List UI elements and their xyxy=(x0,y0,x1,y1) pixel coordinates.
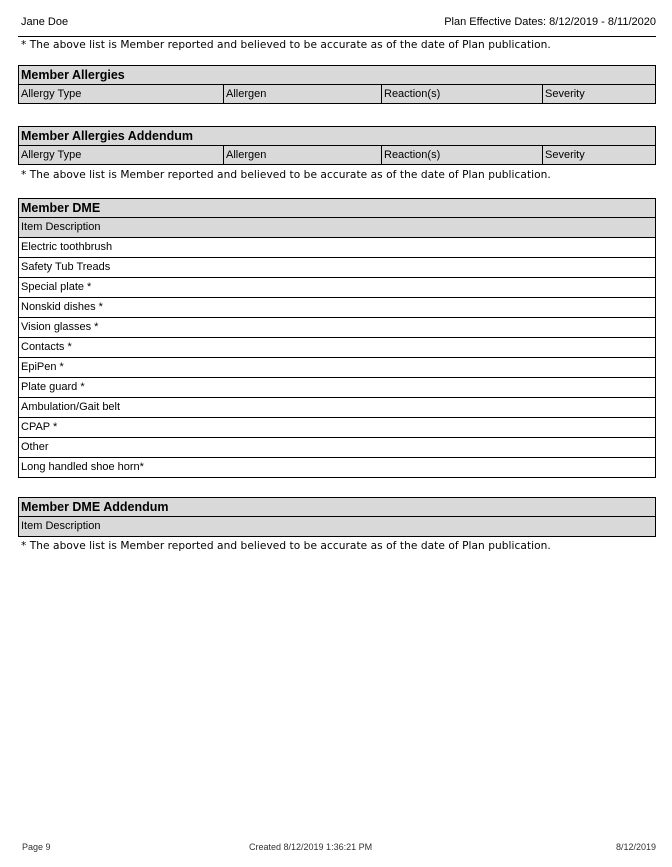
column-header: Allergen xyxy=(224,85,382,103)
page-number: Page 9 xyxy=(22,842,51,852)
table-row: Contacts * xyxy=(19,338,655,358)
table-row: Safety Tub Treads xyxy=(19,258,655,278)
table-row: CPAP * xyxy=(19,418,655,438)
column-header: Item Description xyxy=(19,517,655,536)
member-name: Jane Doe xyxy=(21,16,69,28)
section-title: Member Allergies Addendum xyxy=(19,127,655,146)
table-row: Electric toothbrush xyxy=(19,238,655,258)
table-row: Other xyxy=(19,438,655,458)
page-header xyxy=(18,14,656,37)
column-header: Reaction(s) xyxy=(382,85,543,103)
plan-effective-dates: Plan Effective Dates: 8/12/2019 - 8/11/2020 xyxy=(444,16,656,28)
table-row: Long handled shoe horn* xyxy=(19,458,655,477)
disclaimer-note: * The above list is Member reported and believed to be accurate as of the date of Plan publication. xyxy=(21,540,551,552)
column-header: Allergy Type xyxy=(19,146,224,164)
table-header-row xyxy=(19,146,655,164)
dme-items-list xyxy=(19,238,655,477)
table-header-row xyxy=(19,85,655,103)
disclaimer-note: * The above list is Member reported and believed to be accurate as of the date of Plan publication. xyxy=(21,39,551,51)
column-header: Severity xyxy=(545,88,585,100)
section-title: Member Allergies xyxy=(19,66,655,85)
footer-date: 8/12/2019 xyxy=(615,842,656,852)
column-header: Reaction(s) xyxy=(382,146,543,164)
column-header: Allergy Type xyxy=(19,85,224,103)
column-header: Allergen xyxy=(224,146,382,164)
member-dme-table xyxy=(18,198,656,478)
section-title: Member DME Addendum xyxy=(19,498,655,517)
section-title: Member DME xyxy=(19,199,655,218)
member-allergies-table xyxy=(18,65,656,104)
column-header: Severity xyxy=(545,149,585,161)
disclaimer-note: * The above list is Member reported and believed to be accurate as of the date of Plan publication. xyxy=(21,169,551,181)
table-row: Plate guard * xyxy=(19,378,655,398)
table-row: Nonskid dishes * xyxy=(19,298,655,318)
table-row: EpiPen * xyxy=(19,358,655,378)
created-timestamp: Created 8/12/2019 1:36:21 PM xyxy=(249,842,373,852)
member-dme-addendum-table xyxy=(18,497,656,537)
table-row: Ambulation/Gait belt xyxy=(19,398,655,418)
table-row: Vision glasses * xyxy=(19,318,655,338)
table-row: Special plate * xyxy=(19,278,655,298)
column-header: Item Description xyxy=(19,218,655,238)
member-allergies-addendum-table xyxy=(18,126,656,165)
